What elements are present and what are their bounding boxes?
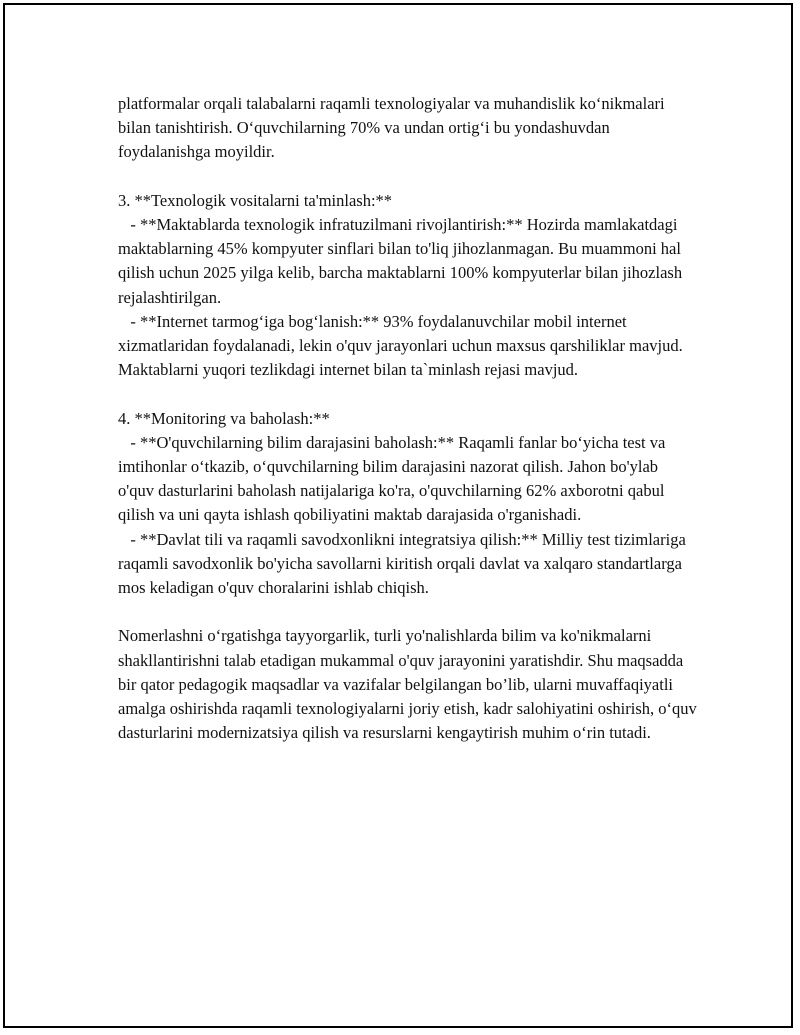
section-4-heading: 4. **Monitoring va baholash:** xyxy=(118,408,330,428)
intro-paragraph: platformalar orqali talabalarni raqamli texnologiyalar va muhandislik ko‘nikmalari bilan tanishtirish. O‘quvchilarning 70% va undan ortig‘i bu yondashuvdan foydalanishga moyildir. xyxy=(118,94,669,162)
paragraph-gap xyxy=(118,600,698,624)
paragraph-gap xyxy=(118,165,698,189)
section-3-item-1: - **Maktablarda texnologik infratuzilmani rivojlantirish:** Hozirda mamlakatdagi maktablarning 45% kompyuter sinflari bilan to'liq jihozlanmagan. Bu muammoni hal qilish uchun 2025 yilga kelib, barcha maktablarni 100% kompyuterlar bilan jihozlash rejalashtirilgan. xyxy=(118,215,687,307)
section-3-item-2: - **Internet tarmog‘iga bog‘lanish:** 93% foydalanuvchilar mobil internet xizmatlaridan foydalanadi, lekin o'quv jarayonlari uchun maxsus qarshiliklar mavjud. Maktablarni yuqori tezlikdagi internet bilan ta`minlash rejasi mavjud. xyxy=(118,311,687,380)
section-4-item-2: - **Davlat tili va raqamli savodxonlikni integratsiya qilish:** Milliy test tizimlariga raqamli savodxonlik bo'yicha savollarni kiritish orqali davlat va xalqaro standartlarga mos keladigan o'quv choralarini ishlab chiqish. xyxy=(118,529,690,598)
paragraph-gap xyxy=(118,382,698,406)
section-4-item-1: - **O'quvchilarning bilim darajasini baholash:** Raqamli fanlar bo‘yicha test va imtihonlar o‘tkazib, o‘quvchilarning bilim darajasini nazorat qilish. Jahon bo'ylab o'quv dasturlarini baholash natijalariga ko'ra, o'quvchilarning 62% axborotni qabul qilish va uni qayta ishlash qobiliyatini maktab darajasida o'rganishadi. xyxy=(118,432,670,525)
section-3-heading: 3. **Texnologik vositalarni ta'minlash:** xyxy=(118,190,393,210)
document-body xyxy=(118,92,701,745)
conclusion-paragraph: Nomerlashni o‘rgatishga tayyorgarlik, turli yo'nalishlarda bilim va ko'nikmalarni shakllantirishni talab etadigan mukammal o'quv jarayonini yaratishdir. Shu maqsadda bir qator pedagogik maqsadlar va vazifalar belgilangan bo’lib, ularni muvaffaqiyatli amalga oshirishda raqamli texnologiyalarni joriy etish, kadr salohiyatini oshirish, o‘quv dasturlarini modernizatsiya qilish va resurslarni kengaytirish muhim o‘rin tutadi. xyxy=(118,626,701,743)
